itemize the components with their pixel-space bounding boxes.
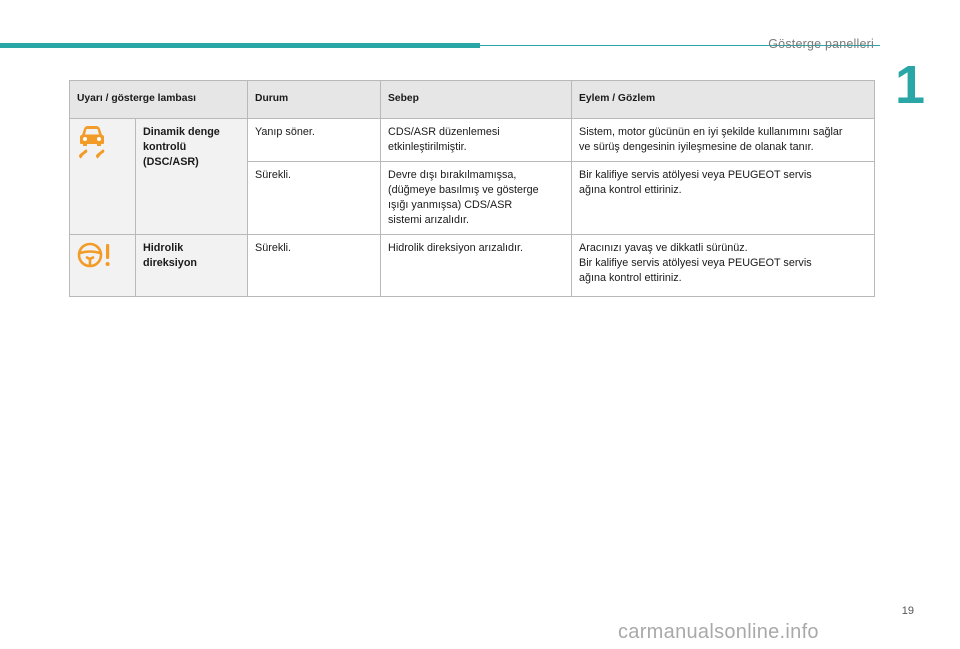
table-row xyxy=(70,235,875,297)
action-cell: Sistem, motor gücünün en iyi şekilde kullanımını sağlar ve sürüş dengesinin iyileşmesine de olanak tanır. xyxy=(572,119,875,162)
lamp-name-steering: Hidrolik direksiyon xyxy=(136,235,248,297)
chapter-number: 1 xyxy=(895,55,926,115)
section-title: Gösterge panelleri xyxy=(768,37,874,51)
status-cell: Sürekli. xyxy=(248,162,381,235)
warning-lamps-table xyxy=(69,80,875,297)
action-cell: Bir kalifiye servis atölyesi veya PEUGEOT servis ağına kontrol ettiriniz. xyxy=(572,162,875,235)
lamp-name-dsc: Dinamik denge kontrolü (DSC/ASR) xyxy=(136,119,248,235)
column-header-status: Durum xyxy=(248,81,381,119)
column-header-action: Eylem / Gözlem xyxy=(572,81,875,119)
action-cell: Aracınızı yavaş ve dikkatli sürünüz. Bir kalifiye servis atölyesi veya PEUGEOT servis ağına kontrol ettiriniz. xyxy=(572,235,875,297)
lamp-icon-cell xyxy=(70,235,136,297)
lamp-icon-cell xyxy=(70,119,136,235)
cause-cell: Hidrolik direksiyon arızalıdır. xyxy=(381,235,572,297)
page-number: 19 xyxy=(901,605,914,617)
status-cell: Yanıp söner. xyxy=(248,119,381,162)
column-header-lamp: Uyarı / gösterge lambası xyxy=(70,81,248,119)
table-row xyxy=(70,119,875,162)
table-header-row xyxy=(70,81,875,119)
status-cell: Sürekli. xyxy=(248,235,381,297)
cause-cell: CDS/ASR düzenlemesi etkinleştirilmiştir. xyxy=(381,119,572,162)
watermark: carmanualsonline.info xyxy=(618,621,819,643)
skidding-car-icon xyxy=(77,150,107,162)
column-header-cause: Sebep xyxy=(381,81,572,119)
cause-cell: Devre dışı bırakılmamışsa, (düğmeye basılmış ve gösterge ışığı yanmışsa) CDS/ASR sistemi arızalıdır. xyxy=(381,162,572,235)
steering-wheel-warning-icon xyxy=(77,260,113,272)
header-accent-bar xyxy=(0,43,480,48)
